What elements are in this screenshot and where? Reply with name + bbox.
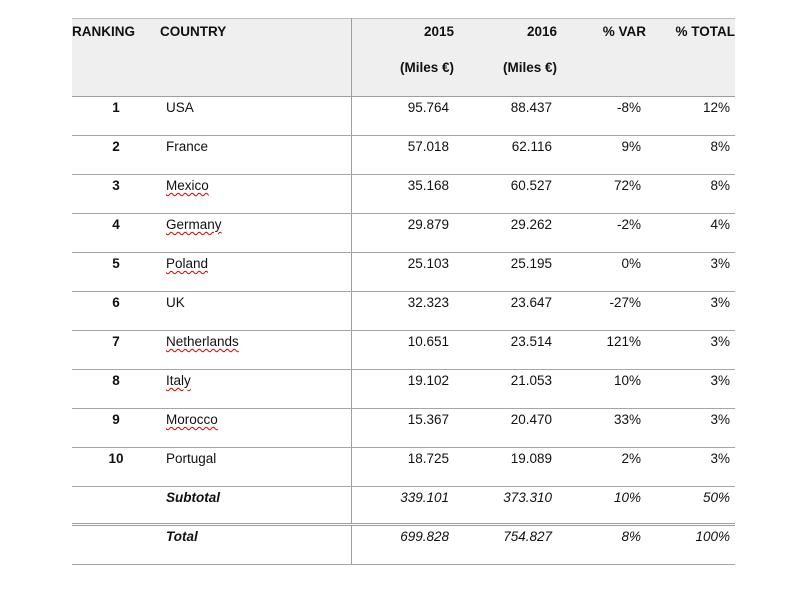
subtotal-row [72,487,735,525]
rank-cell: 7 [72,331,160,370]
country-name-spellcheck: Italy [166,373,191,388]
country-name-spellcheck: Morocco [166,412,218,427]
total-2015: 699.828 [351,525,454,565]
country-cell [160,331,351,370]
value-2016-cell: 88.437 [454,97,557,136]
value-2015-cell: 32.323 [351,292,454,331]
value-2015-cell: 29.879 [351,214,454,253]
rank-cell: 5 [72,253,160,292]
rank-cell: 3 [72,175,160,214]
country-ranking-table [72,18,735,565]
country-cell [160,214,351,253]
var-cell: 2% [557,448,646,487]
var-cell: -2% [557,214,646,253]
value-2016-cell: 23.647 [454,292,557,331]
var-cell: 72% [557,175,646,214]
table-row [72,448,735,487]
country-name-spellcheck: Netherlands [166,334,239,349]
total-share: 100% [646,525,735,565]
header-2016-unit: (Miles €) [502,60,557,75]
country-cell [160,253,351,292]
total-share-cell: 3% [646,292,735,331]
value-2015-cell: 15.367 [351,409,454,448]
header-var: % VAR [557,19,646,97]
header-ranking: RANKING [72,19,160,97]
country-name-spellcheck: Mexico [166,178,209,193]
value-2015-cell: 18.725 [351,448,454,487]
total-2016: 754.827 [454,525,557,565]
value-2016-cell: 29.262 [454,214,557,253]
table-header-row [72,19,735,97]
total-share-cell: 3% [646,409,735,448]
subtotal-2015: 339.101 [351,487,454,525]
rank-cell: 2 [72,136,160,175]
value-2016-cell: 20.470 [454,409,557,448]
var-cell: 10% [557,370,646,409]
total-rank-cell [72,525,160,565]
value-2016-cell: 21.053 [454,370,557,409]
country-cell: Portugal [160,448,351,487]
header-country: COUNTRY [160,19,351,97]
header-2015: 2015 (Miles €) [351,19,454,97]
total-share-cell: 3% [646,448,735,487]
value-2015-cell: 95.764 [351,97,454,136]
total-var: 8% [557,525,646,565]
country-cell [160,409,351,448]
total-row [72,525,735,565]
table-row [72,331,735,370]
total-share-cell: 3% [646,253,735,292]
value-2016-cell: 60.527 [454,175,557,214]
rank-cell: 6 [72,292,160,331]
var-cell: 33% [557,409,646,448]
table-row [72,253,735,292]
table-row [72,97,735,136]
rank-cell: 1 [72,97,160,136]
header-2016: 2016 (Miles €) [454,19,557,97]
total-label: Total [160,525,351,565]
value-2015-cell: 19.102 [351,370,454,409]
table-row [72,370,735,409]
country-cell: UK [160,292,351,331]
country-cell: France [160,136,351,175]
var-cell: -8% [557,97,646,136]
total-share-cell: 8% [646,175,735,214]
value-2016-cell: 62.116 [454,136,557,175]
value-2015-cell: 25.103 [351,253,454,292]
country-name-spellcheck: Poland [166,256,209,271]
var-cell: 121% [557,331,646,370]
total-share-cell: 3% [646,370,735,409]
table-row [72,175,735,214]
table-row [72,214,735,253]
value-2016-cell: 23.514 [454,331,557,370]
country-name-spellcheck: Germany [166,217,222,232]
header-total: % TOTAL [646,19,735,97]
country-cell [160,370,351,409]
rank-cell: 4 [72,214,160,253]
subtotal-share: 50% [646,487,735,525]
rank-cell: 9 [72,409,160,448]
value-2016-cell: 19.089 [454,448,557,487]
subtotal-rank-cell [72,487,160,525]
value-2015-cell: 35.168 [351,175,454,214]
value-2016-cell: 25.195 [454,253,557,292]
total-share-cell: 4% [646,214,735,253]
subtotal-var: 10% [557,487,646,525]
header-2015-unit: (Miles €) [399,60,454,75]
subtotal-label: Subtotal [160,487,351,525]
table-row [72,292,735,331]
var-cell: -27% [557,292,646,331]
subtotal-2016: 373.310 [454,487,557,525]
value-2015-cell: 10.651 [351,331,454,370]
var-cell: 0% [557,253,646,292]
value-2015-cell: 57.018 [351,136,454,175]
table-row [72,409,735,448]
var-cell: 9% [557,136,646,175]
total-share-cell: 8% [646,136,735,175]
country-cell: USA [160,97,351,136]
total-share-cell: 12% [646,97,735,136]
table-row [72,136,735,175]
total-share-cell: 3% [646,331,735,370]
rank-cell: 8 [72,370,160,409]
country-cell [160,175,351,214]
rank-cell: 10 [72,448,160,487]
ranking-table-container [72,18,735,565]
